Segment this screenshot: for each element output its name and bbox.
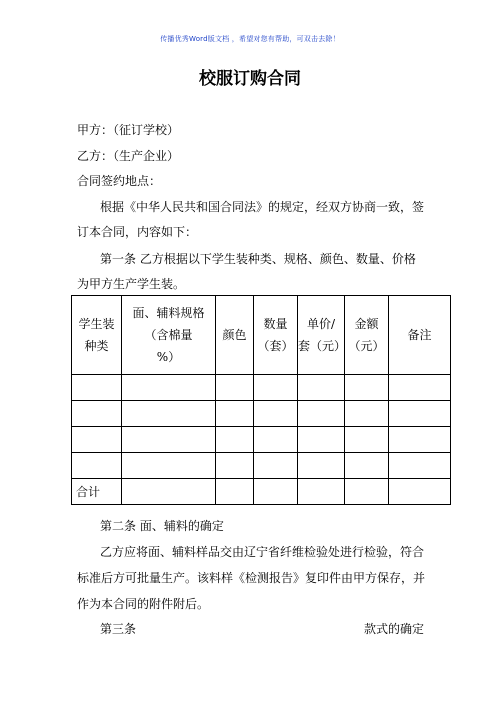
table-cell[interactable]: [345, 479, 389, 505]
article-3-label: 第三条: [100, 622, 137, 636]
table-cell[interactable]: [389, 401, 451, 427]
table-cell[interactable]: [298, 427, 345, 453]
table-cell[interactable]: [254, 401, 298, 427]
preamble-line-2: 订本合同，内容如下：: [77, 225, 198, 239]
table-cell[interactable]: [72, 375, 122, 401]
party-a-line: 甲方：（征订学校）: [77, 123, 180, 137]
contract-title: 校服订购合同: [199, 69, 301, 89]
table-total-row: [72, 479, 451, 505]
header-cell-color: 颜色: [216, 296, 254, 375]
signing-location-line: 合同签约地点：: [77, 174, 162, 188]
table-cell[interactable]: [216, 401, 254, 427]
header-cell-remarks: 备注: [389, 296, 451, 375]
total-label: 合计: [72, 479, 122, 505]
watermark-banner: 传播优秀Word版文档 ，希望对您有帮助，可双击去除！: [160, 35, 340, 43]
table-row: [72, 453, 451, 479]
table-cell[interactable]: [72, 427, 122, 453]
table-cell[interactable]: [216, 479, 254, 505]
table-cell[interactable]: [122, 401, 216, 427]
table-row: [72, 427, 451, 453]
header-cell-quantity: 数量 （套）: [254, 296, 298, 375]
table-cell[interactable]: [254, 375, 298, 401]
header-cell-type: 学生装 种类: [72, 296, 122, 375]
party-b-line: 乙方：（生产企业）: [77, 149, 180, 163]
table-cell[interactable]: [298, 401, 345, 427]
table-cell[interactable]: [389, 453, 451, 479]
article-2-title: 第二条 面、辅料的确定: [100, 519, 224, 533]
table-cell[interactable]: [345, 375, 389, 401]
article-2-line-3: 作为本合同的附件附后。: [77, 597, 210, 611]
table-cell[interactable]: [389, 375, 451, 401]
table-cell[interactable]: [298, 375, 345, 401]
preamble-line-1: 根据《中华人民共和国合同法》的规定，经双方协商一致，签: [100, 200, 425, 214]
header-cell-spec: 面、辅料规格 （含棉量 %）: [122, 296, 216, 375]
table-cell[interactable]: [122, 375, 216, 401]
table-cell[interactable]: [122, 479, 216, 505]
article-2-line-2: 标准后方可批量生产。该料样《检测报告》复印件由甲方保存，并: [77, 571, 426, 585]
table-cell[interactable]: [345, 453, 389, 479]
order-table: [71, 295, 451, 505]
table-cell[interactable]: [216, 427, 254, 453]
article-1-line-1: 第一条 乙方根据以下学生装种类、规格、颜色、数量、价格: [100, 252, 416, 266]
table-header-row: [72, 296, 451, 375]
table-cell[interactable]: [72, 453, 122, 479]
table-cell[interactable]: [389, 479, 451, 505]
table-cell[interactable]: [254, 453, 298, 479]
header-cell-unit-price: 单价/ 套（元）: [298, 296, 345, 375]
header-cell-amount: 金额 （元）: [345, 296, 389, 375]
table-row: [72, 401, 451, 427]
table-cell[interactable]: [345, 401, 389, 427]
table-cell[interactable]: [389, 427, 451, 453]
article-1-line-2: 为甲方生产学生装。: [77, 277, 186, 291]
table-cell[interactable]: [298, 479, 345, 505]
table-cell[interactable]: [216, 453, 254, 479]
article-3-heading: 款式的确定: [364, 622, 425, 636]
table-cell[interactable]: [254, 479, 298, 505]
table-cell[interactable]: [122, 453, 216, 479]
table-cell[interactable]: [345, 427, 389, 453]
table-cell[interactable]: [216, 375, 254, 401]
table-row: [72, 375, 451, 401]
table-cell[interactable]: [72, 401, 122, 427]
table-cell[interactable]: [298, 453, 345, 479]
table-cell[interactable]: [254, 427, 298, 453]
article-2-line-1: 乙方应将面、辅料样品交由辽宁省纤维检验处进行检验，符合: [100, 545, 425, 559]
table-cell[interactable]: [122, 427, 216, 453]
